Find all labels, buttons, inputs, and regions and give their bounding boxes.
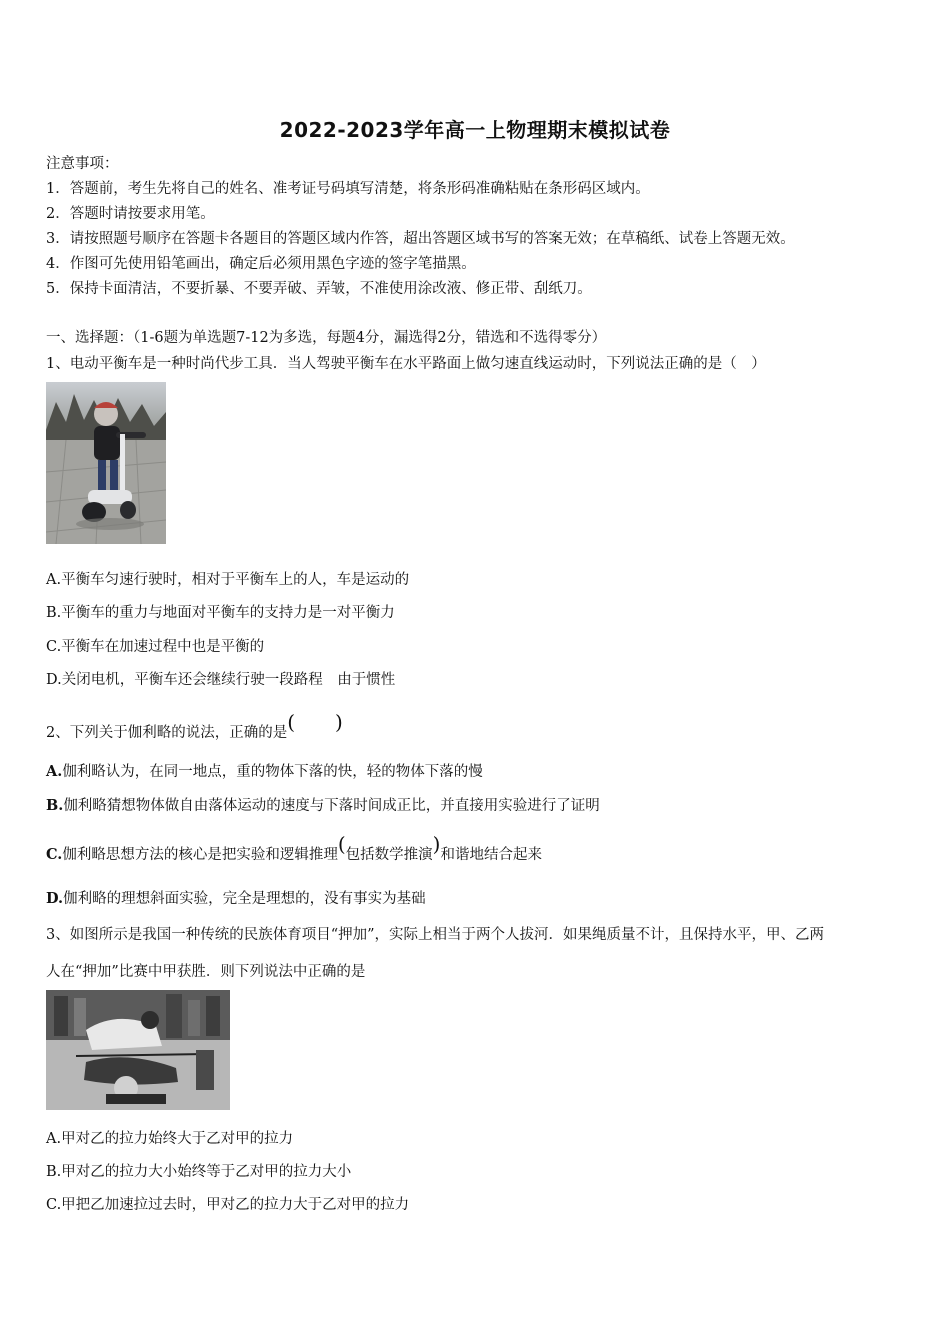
tug-of-war-photo <box>46 990 230 1110</box>
notice-item-5: 5．保持卡面清洁，不要折暴、不要弄破、弄皱，不准使用涂改液、修正带、刮纸刀。 <box>46 281 592 297</box>
question-2-stem-text: 2、下列关于伽利略的说法，正确的是 <box>46 725 288 741</box>
question-1-option-d: D.关闭电机，平衡车还会继续行驶一段路程 由于惯性 <box>46 672 396 688</box>
question-1-option-c: C.平衡车在加速过程中也是平衡的 <box>46 639 265 655</box>
page-title: 2022-2023学年高一上物理期末模拟试卷 <box>279 118 671 142</box>
option-text-inner: 包括数学推演 <box>345 847 433 863</box>
option-text: 伽利略猜想物体做自由落体运动的速度与下落时间成正比，并直接用实验进行了证明 <box>63 798 600 814</box>
option-label: A. <box>46 763 63 780</box>
question-2-answer-paren: ( ) <box>287 710 343 734</box>
notice-item-2: 2．答题时请按要求用笔。 <box>46 206 215 222</box>
notice-item-4: 4．作图可先使用铅笔画出，确定后必须用黑色字迹的签字笔描黑。 <box>46 256 476 272</box>
paren-open: ( <box>337 832 346 856</box>
option-label: C. <box>46 846 63 863</box>
option-text: 伽利略的理想斜面实验，完全是理想的，没有事实为基础 <box>63 891 426 907</box>
question-3-option-a: A.甲对乙的拉力始终大于乙对甲的拉力 <box>46 1131 294 1147</box>
question-1-stem: 1、电动平衡车是一种时尚代步工具．当人驾驶平衡车在水平路面上做匀速直线运动时，下列说法正确的是（ ） <box>46 356 766 372</box>
question-3-stem-line-1: 3、如图所示是我国一种传统的民族体育项目“押加”，实际上相当于两个人拔河．如果绳质量不计，且保持水平，甲、乙两 <box>46 927 825 943</box>
question-1-option-b: B.平衡车的重力与地面对平衡车的支持力是一对平衡力 <box>46 605 395 621</box>
question-2-option-b <box>46 794 600 815</box>
option-text-tail: 和谐地结合起来 <box>440 847 542 863</box>
question-3-option-b: B.甲对乙的拉力大小始终等于乙对甲的拉力大小 <box>46 1164 352 1180</box>
option-label: B. <box>46 797 64 814</box>
notice-item-1: 1．答题前，考生先将自己的姓名、准考证号码填写清楚，将条形码准确粘贴在条形码区域内。 <box>46 181 650 197</box>
question-2-option-c <box>46 832 542 864</box>
question-2-option-d <box>46 887 426 908</box>
notice-item-3: 3．请按照题号顺序在答题卡各题目的答题区域内作答，超出答题区域书写的答案无效；在草稿纸、试卷上答题无效。 <box>46 231 795 247</box>
question-2-stem <box>46 710 343 743</box>
question-1-option-a: A.平衡车匀速行驶时，相对于平衡车上的人，车是运动的 <box>46 572 410 588</box>
option-label: D. <box>46 890 64 907</box>
section-heading: 一、选择题：（1-6题为单选题7-12为多选，每题4分，漏选得2分，错选和不选得零分） <box>46 330 607 346</box>
paren-close: ) <box>432 832 441 856</box>
question-3-option-c: C.甲把乙加速拉过去时，甲对乙的拉力大于乙对甲的拉力 <box>46 1197 410 1213</box>
question-3-stem-line-2: 人在“押加”比赛中甲获胜．则下列说法中正确的是 <box>46 964 366 980</box>
question-2-option-a <box>46 760 483 781</box>
balance-scooter-photo <box>46 382 166 544</box>
option-text: 伽利略认为，在同一地点，重的物体下落的快，轻的物体下落的慢 <box>62 764 483 780</box>
option-text: 伽利略思想方法的核心是把实验和逻辑推理 <box>62 847 338 863</box>
notice-heading: 注意事项： <box>46 156 119 172</box>
